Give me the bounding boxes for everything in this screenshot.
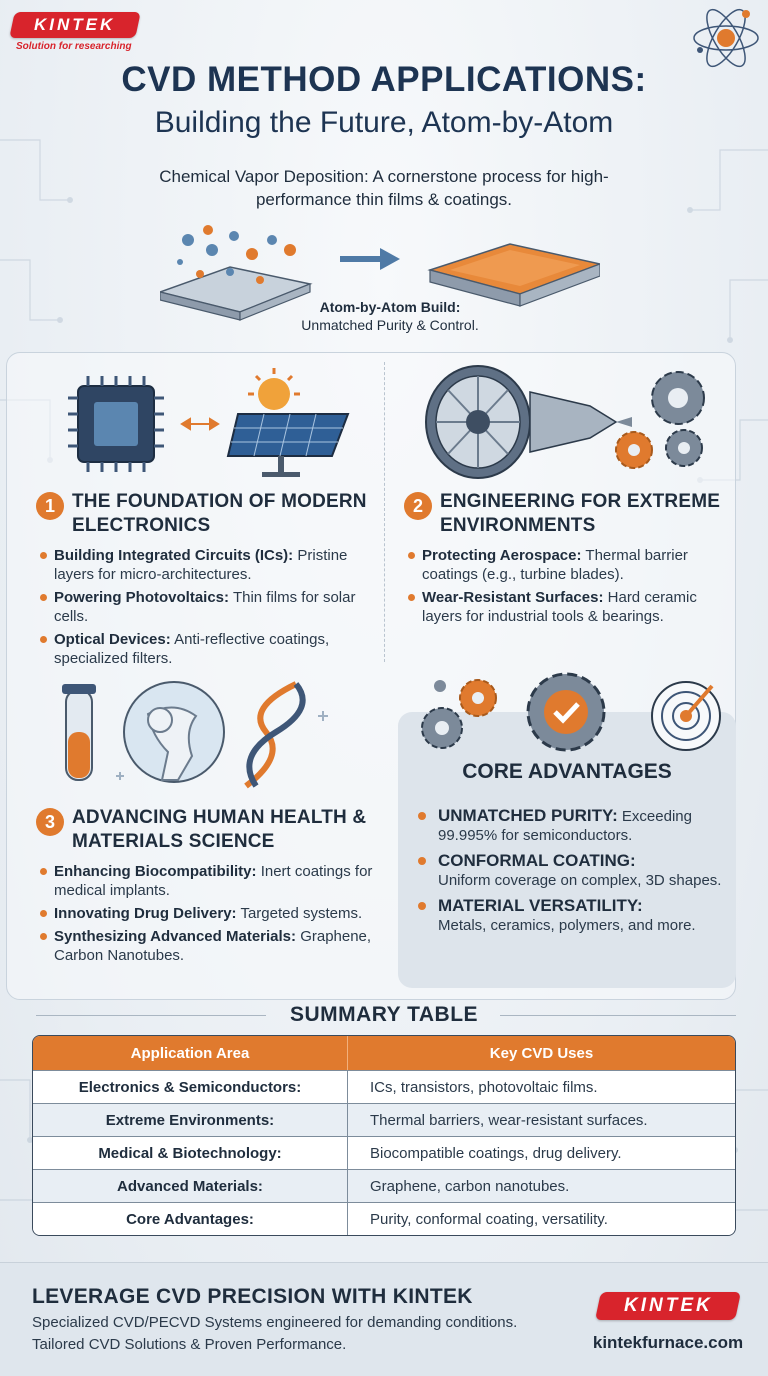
page-subtitle-title: Building the Future, Atom-by-Atom: [154, 106, 614, 139]
electronics-illustration: [62, 368, 362, 480]
table-cell: Thermal barriers, wear-resistant surfaces.: [348, 1103, 735, 1136]
bullet-text: Graphene, Carbon Nanotubes.: [54, 928, 372, 964]
page-title: CVD METHOD APPLICATIONS:: [121, 60, 647, 99]
table-row: [33, 1103, 735, 1136]
footer-title: LEVERAGE CVD PRECISION WITH KINTEK: [32, 1285, 473, 1308]
test-tube-icon: [62, 684, 96, 780]
table-row: [33, 1136, 735, 1169]
table-cell: Core Advantages:: [33, 1202, 348, 1235]
bullet-label: Optical Devices:: [54, 631, 171, 648]
target-icon: [652, 682, 720, 750]
section-title: THE FOUNDATION OF MODERN ELECTRONICS: [72, 491, 367, 536]
bullet-label: Innovating Drug Delivery:: [54, 905, 237, 922]
bullet-text: Targeted systems.: [240, 905, 363, 922]
bullet-list: [404, 546, 724, 626]
bullet-item: [36, 630, 376, 668]
bullet-text: Pristine layers for micro-architectures.: [54, 547, 348, 583]
column-header: Key CVD Uses: [348, 1036, 735, 1070]
logo-tagline: Solution for researching: [16, 41, 132, 52]
table-cell: Advanced Materials:: [33, 1169, 348, 1202]
bullet-label: Synthesizing Advanced Materials:: [54, 928, 297, 945]
dna-icon: [246, 684, 303, 786]
bullet-label: Enhancing Biocompatibility:: [54, 863, 257, 880]
logo-text: KINTEK: [623, 1295, 713, 1316]
bullet-item: [36, 862, 376, 900]
section-extreme-environments: [404, 490, 724, 630]
website-link[interactable]: kintekfurnace.com: [592, 1333, 744, 1352]
logo-text: KINTEK: [34, 15, 116, 34]
advantages-title: CORE ADVANTAGES: [462, 760, 672, 783]
bullet-label: Building Integrated Circuits (ICs):: [54, 547, 294, 564]
section-number: 1: [36, 492, 64, 520]
bullet-text: Thin films for solar cells.: [54, 589, 356, 625]
table-row: [33, 1202, 735, 1235]
advantage-text: Exceeding 99.995% for semiconductors.: [438, 808, 692, 844]
bullet-item: [36, 546, 376, 584]
section-number: 3: [36, 808, 64, 836]
advantages-icons: [412, 668, 728, 752]
bullet-item: [404, 588, 724, 626]
logo-badge: [595, 1292, 741, 1320]
bullet-text: Hard ceramic layers for industrial tools & bearings.: [422, 589, 697, 625]
advantage-item: [414, 896, 730, 935]
bullet-list: [36, 546, 376, 668]
table-header-row: [33, 1036, 735, 1070]
table-cell: Biocompatible coatings, drug delivery.: [348, 1136, 735, 1169]
gears-icon: [422, 680, 496, 748]
bullet-label: Wear-Resistant Surfaces:: [422, 589, 604, 606]
table-cell: Purity, conformal coating, versatility.: [348, 1202, 735, 1235]
bullet-label: Powering Photovoltaics:: [54, 589, 230, 606]
table-cell: ICs, transistors, photovoltaic films.: [348, 1070, 735, 1103]
footer-line-2: Tailored CVD Solutions & Proven Performance.: [32, 1336, 347, 1353]
bullet-item: [36, 927, 376, 965]
table-cell: Graphene, carbon nanotubes.: [348, 1169, 735, 1202]
section-title: ADVANCING HUMAN HEALTH & MATERIALS SCIENCE: [72, 807, 367, 852]
section-health-materials: [36, 806, 376, 969]
bullet-list: [36, 862, 376, 965]
hero-caption: [260, 298, 520, 334]
bullet-text: Thermal barrier coatings (e.g., turbine blades).: [422, 547, 688, 583]
bullet-text: Inert coatings for medical implants.: [54, 863, 373, 899]
bullet-item: [404, 546, 724, 584]
section-divider: [384, 362, 385, 662]
section-title: ENGINEERING FOR EXTREME ENVIRONMENTS: [440, 491, 721, 536]
health-illustration: [56, 676, 356, 794]
advantage-text: Uniform coverage on complex, 3D shapes.: [438, 872, 722, 889]
advantage-label: CONFORMAL COATING:: [438, 851, 636, 870]
sun-icon: [248, 368, 300, 410]
section-electronics: [36, 490, 376, 672]
advantage-label: MATERIAL VERSATILITY:: [438, 896, 643, 915]
advantages-list: [414, 806, 730, 941]
table-cell: Extreme Environments:: [33, 1103, 348, 1136]
bullet-item: [36, 588, 376, 626]
chip-icon: [68, 376, 164, 472]
footer-kintek-logo: [598, 1292, 738, 1320]
summary-title: SUMMARY TABLE: [289, 1003, 479, 1026]
jet-engine-icon: [426, 366, 632, 478]
arrow-right-icon: [340, 248, 400, 270]
hip-joint-icon: [124, 682, 224, 782]
double-arrow-icon: [182, 419, 218, 429]
table-cell: Electronics & Semiconductors:: [33, 1070, 348, 1103]
table-row: [33, 1070, 735, 1103]
table-row: [33, 1169, 735, 1202]
aerospace-illustration: [420, 362, 720, 482]
kintek-logo: [12, 12, 138, 52]
solar-panel-icon: [228, 414, 348, 477]
table-cell: Medical & Biotechnology:: [33, 1136, 348, 1169]
column-header: Application Area: [33, 1036, 348, 1070]
bullet-text: Anti-reflective coatings, specialized filters.: [54, 631, 330, 667]
hero-caption-text: Unmatched Purity & Control.: [301, 317, 479, 333]
advantage-item: [414, 806, 730, 845]
advantage-text: Metals, ceramics, polymers, and more.: [438, 917, 696, 934]
hero-caption-bold: Atom-by-Atom Build:: [319, 299, 461, 315]
advantage-item: [414, 851, 730, 890]
advantage-label: UNMATCHED PURITY:: [438, 806, 618, 825]
logo-badge: [9, 12, 141, 38]
footer-line-1: Specialized CVD/PECVD Systems engineered for demanding conditions.: [32, 1314, 518, 1331]
summary-table: [32, 1035, 736, 1236]
bullet-item: [36, 904, 376, 923]
section-number: 2: [404, 492, 432, 520]
bullet-label: Protecting Aerospace:: [422, 547, 582, 564]
intro-text: Chemical Vapor Deposition: A cornerstone process for high-performance thin films & coatings.: [159, 167, 609, 209]
check-gear-icon: [528, 674, 604, 750]
